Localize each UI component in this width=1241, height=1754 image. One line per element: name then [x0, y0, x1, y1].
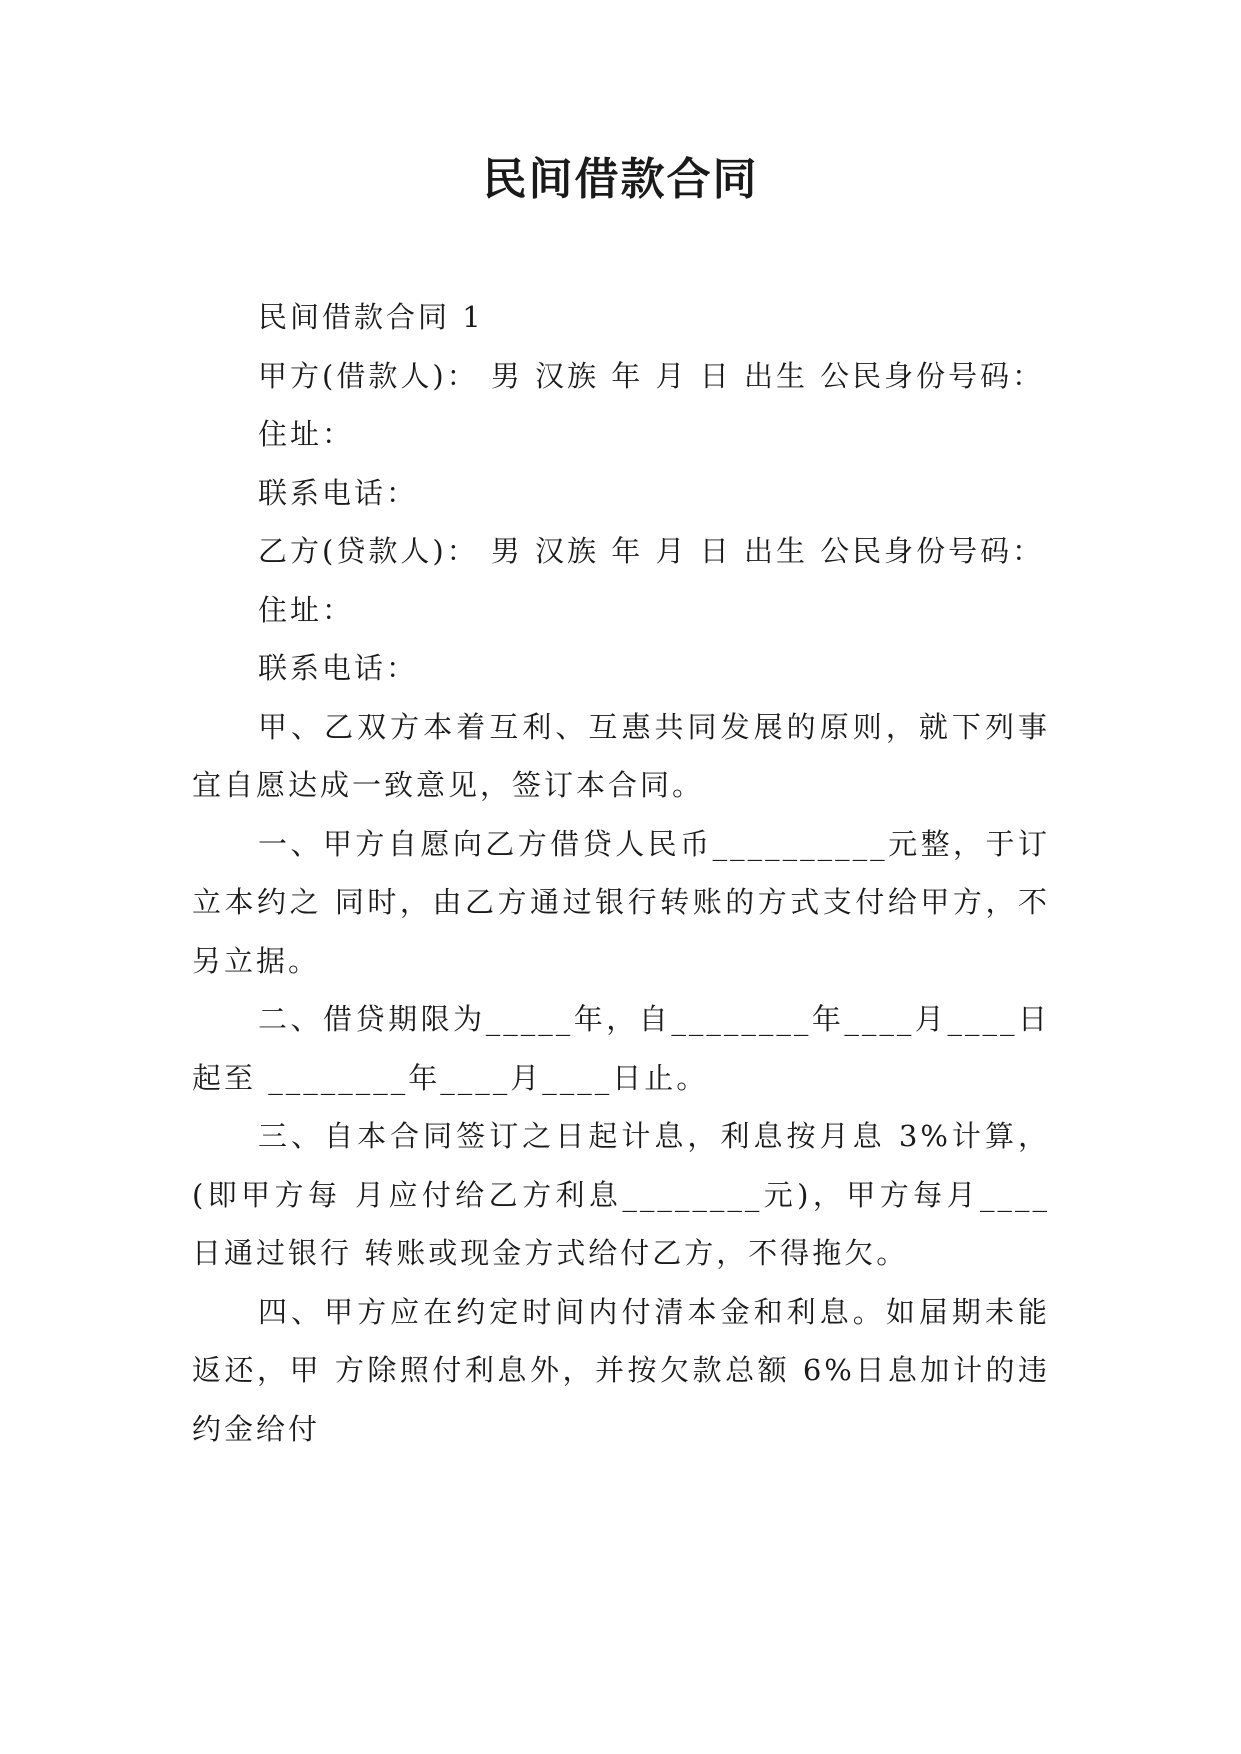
- paragraph-party-a-phone: 联系电话：: [258, 475, 419, 510]
- paragraph-clause-4: 四、甲方应在约定时间内付清本金和利息。如届期未能返还，甲 方除照付利息外，并按欠款总额 6%日息加计的违约金给付: [192, 1294, 1050, 1446]
- paragraph-clause-2: 二、借贷期限为_____年，自________年____月____日起至 ________年____月____日止。: [192, 1002, 1050, 1095]
- document-body: [192, 288, 1050, 1458]
- paragraph-clause-3: 三、自本合同签订之日起计息，利息按月息 3%计算，(即甲方每 月应付给乙方利息________元)，甲方每月____日通过银行 转账或现金方式给付乙方，不得拖欠。: [192, 1119, 1050, 1270]
- paragraph-party-a-address: 住址：: [258, 417, 355, 451]
- paragraph-party-b-address: 住址：: [258, 592, 355, 627]
- paragraph-clause-1: 一、甲方自愿向乙方借贷人民币__________元整，于订立本约之 同时，由乙方通过银行转账的方式支付给甲方，不另立据。: [192, 826, 1050, 978]
- document-title: 民间借款合同: [482, 154, 759, 205]
- paragraph-party-a: 甲方(借款人)： 男 汉族 年 月 日 出生 公民身份号码：: [258, 358, 1045, 393]
- paragraph-party-b-phone: 联系电话：: [258, 651, 419, 685]
- paragraph-heading: 民间借款合同 1: [258, 300, 484, 334]
- paragraph-party-b: 乙方(贷款人)： 男 汉族 年 月 日 出生 公民身份号码：: [258, 534, 1045, 568]
- paragraph-preamble: 甲、乙双方本着互利、互惠共同发展的原则，就下列事宜自愿达成一致意见，签订本合同。: [192, 709, 1050, 802]
